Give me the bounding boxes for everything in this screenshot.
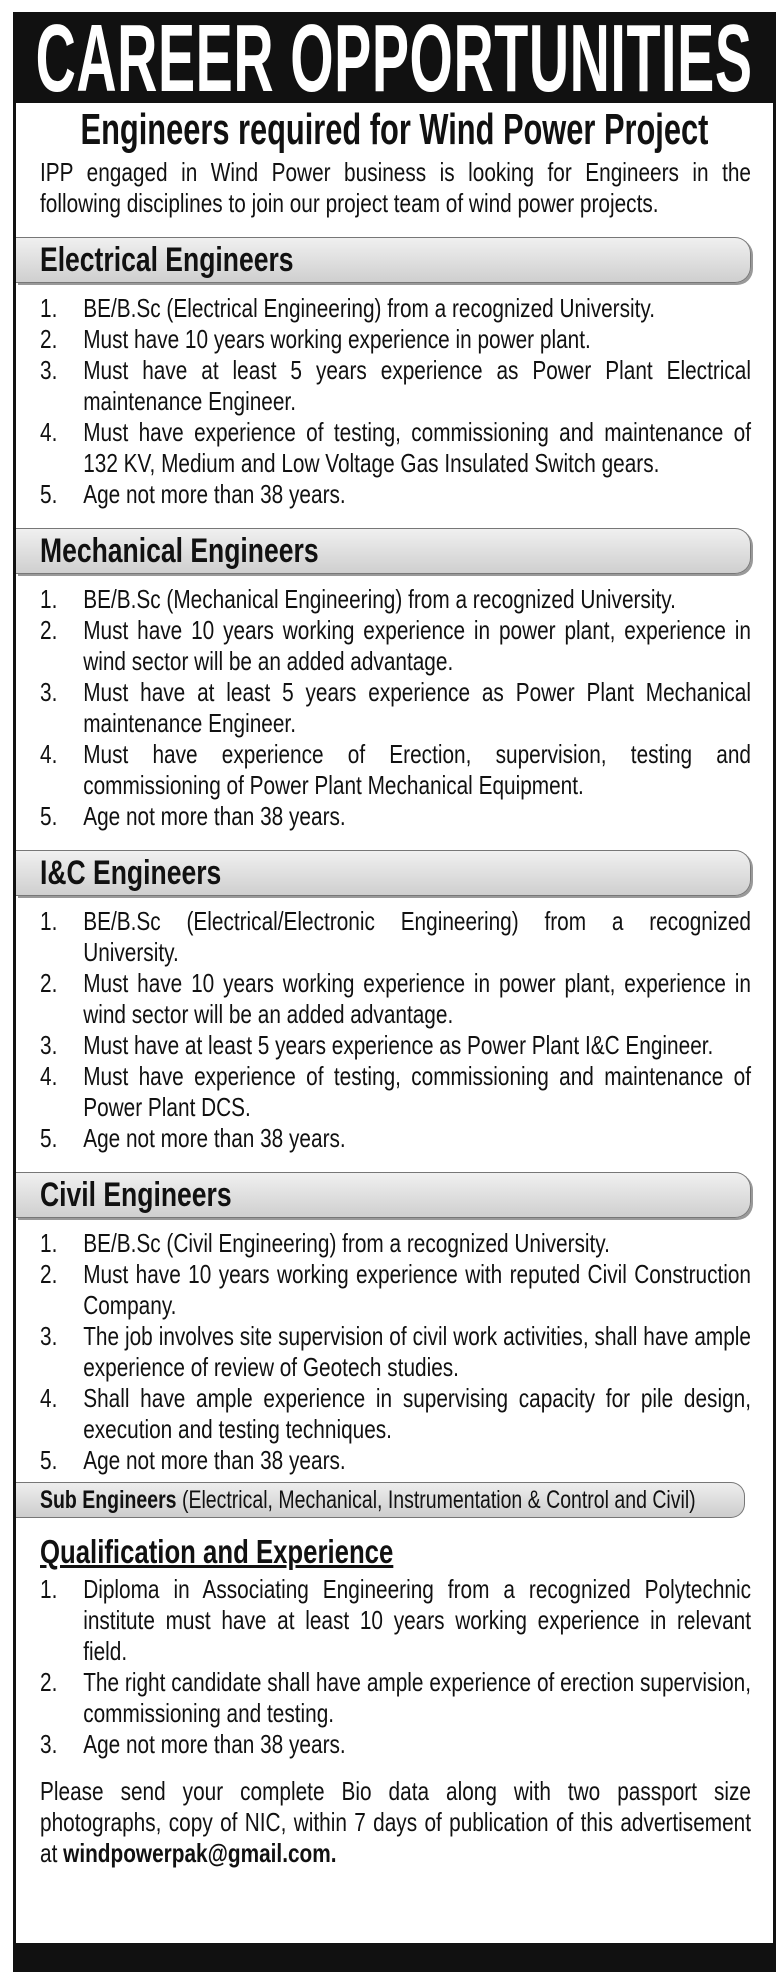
item-text: Must have 10 years working experience in power plant. bbox=[83, 324, 591, 354]
item-text: Age not more than 38 years. bbox=[83, 479, 346, 509]
list-item bbox=[40, 615, 751, 677]
item-text: BE/B.Sc (Electrical/Electronic Engineering) from a recognized University. bbox=[83, 906, 751, 967]
list-item bbox=[40, 677, 751, 739]
list-item bbox=[40, 355, 751, 417]
item-text: Must have 10 years working experience with reputed Civil Construction Company. bbox=[83, 1259, 751, 1320]
advertisement-frame bbox=[13, 12, 776, 1972]
section-header bbox=[16, 1172, 751, 1218]
item-number: 4. bbox=[40, 1061, 58, 1091]
item-number: 1. bbox=[40, 1228, 58, 1258]
qualification-list bbox=[40, 1574, 751, 1760]
list-item bbox=[40, 1228, 751, 1259]
section-heading: Electrical Engineers bbox=[40, 240, 294, 279]
qualification-heading: Qualification and Experience bbox=[40, 1533, 394, 1570]
subtitle-row bbox=[16, 103, 773, 157]
ad-body bbox=[16, 157, 773, 1869]
list-item bbox=[40, 739, 751, 801]
item-text: Must have experience of testing, commissioning and maintenance of Power Plant DCS. bbox=[83, 1061, 751, 1122]
item-number: 1. bbox=[40, 293, 58, 323]
item-number: 3. bbox=[40, 1729, 58, 1759]
item-text: Must have at least 5 years experience as Power Plant I&C Engineer. bbox=[83, 1030, 714, 1060]
item-number: 5. bbox=[40, 1123, 58, 1153]
section-heading: Civil Engineers bbox=[40, 1175, 232, 1214]
list-item bbox=[40, 1321, 751, 1383]
item-text: Must have 10 years working experience in power plant, experience in wind sector will be an added advantage. bbox=[83, 615, 751, 676]
list-item bbox=[40, 968, 751, 1030]
item-text: The right candidate shall have ample experience of erection supervision, commissioning and testing. bbox=[83, 1667, 751, 1728]
sub-engineers-detail: (Electrical, Mechanical, Instrumentation & Control and Civil) bbox=[181, 1485, 696, 1514]
item-number: 2. bbox=[40, 1259, 58, 1289]
item-text: Age not more than 38 years. bbox=[83, 1123, 346, 1153]
item-text: Must have at least 5 years experience as Power Plant Mechanical maintenance Engineer. bbox=[83, 677, 751, 738]
list-item bbox=[40, 479, 751, 510]
list-item bbox=[40, 1445, 751, 1476]
list-item bbox=[40, 293, 751, 324]
item-number: 5. bbox=[40, 479, 58, 509]
item-text: BE/B.Sc (Electrical Engineering) from a recognized University. bbox=[83, 293, 656, 323]
list-item bbox=[40, 906, 751, 968]
item-number: 3. bbox=[40, 1030, 58, 1060]
item-text: Shall have ample experience in supervising capacity for pile design, execution and testing techniques. bbox=[83, 1383, 751, 1444]
item-number: 1. bbox=[40, 1574, 58, 1604]
item-number: 4. bbox=[40, 417, 58, 447]
list-item bbox=[40, 1574, 751, 1667]
section-list bbox=[40, 584, 751, 832]
item-number: 4. bbox=[40, 1383, 58, 1413]
sub-engineers-label: Sub Engineers bbox=[40, 1485, 177, 1514]
section-heading: Mechanical Engineers bbox=[40, 531, 319, 570]
item-text: Must have experience of Erection, supervision, testing and commissioning of Power Plant Mechanical Equipment. bbox=[83, 739, 751, 800]
item-number: 5. bbox=[40, 801, 58, 831]
item-number: 3. bbox=[40, 677, 58, 707]
list-item bbox=[40, 1061, 751, 1123]
bottom-bar bbox=[16, 1943, 773, 1969]
item-number: 1. bbox=[40, 584, 58, 614]
item-text: Diploma in Associating Engineering from a recognized Polytechnic institute must have at least 10 years working experience in relevant field. bbox=[83, 1574, 751, 1666]
qualification-heading-row bbox=[40, 1530, 751, 1574]
section-heading: I&C Engineers bbox=[40, 853, 222, 892]
subtitle: Engineers required for Wind Power Project bbox=[80, 105, 709, 154]
section-header bbox=[16, 850, 751, 896]
item-number: 2. bbox=[40, 324, 58, 354]
item-text: Age not more than 38 years. bbox=[83, 1445, 346, 1475]
item-number: 4. bbox=[40, 739, 58, 769]
item-text: The job involves site supervision of civil work activities, shall have ample experience of review of Geotech studies. bbox=[83, 1321, 751, 1382]
list-item bbox=[40, 417, 751, 479]
list-item bbox=[40, 584, 751, 615]
list-item bbox=[40, 1383, 751, 1445]
item-number: 3. bbox=[40, 1321, 58, 1351]
page-title: CAREER OPPORTUNITIES bbox=[36, 15, 753, 103]
item-number: 1. bbox=[40, 906, 58, 936]
item-text: Age not more than 38 years. bbox=[83, 801, 346, 831]
list-item bbox=[40, 324, 751, 355]
item-text: Must have experience of testing, commissioning and maintenance of 132 KV, Medium and Low Voltage Gas Insulated Switch gears. bbox=[83, 417, 751, 478]
item-number: 5. bbox=[40, 1445, 58, 1475]
item-number: 2. bbox=[40, 968, 58, 998]
list-item bbox=[40, 1123, 751, 1154]
item-text: BE/B.Sc (Civil Engineering) from a recognized University. bbox=[83, 1228, 610, 1258]
list-item bbox=[40, 1667, 751, 1729]
section-header bbox=[16, 528, 751, 574]
item-text: Must have at least 5 years experience as Power Plant Electrical maintenance Engineer. bbox=[83, 355, 751, 416]
item-number: 2. bbox=[40, 1667, 58, 1697]
sub-engineers-banner bbox=[16, 1482, 745, 1518]
list-item bbox=[40, 1030, 751, 1061]
list-item bbox=[40, 1729, 751, 1760]
item-text: BE/B.Sc (Mechanical Engineering) from a recognized University. bbox=[83, 584, 676, 614]
item-text: Must have 10 years working experience in power plant, experience in wind sector will be an added advantage. bbox=[83, 968, 751, 1029]
list-item bbox=[40, 1259, 751, 1321]
item-number: 2. bbox=[40, 615, 58, 645]
section-header bbox=[16, 237, 751, 283]
intro-text: IPP engaged in Wind Power business is looking for Engineers in the following disciplines to join our project team of wind power projects. bbox=[40, 157, 751, 218]
item-text: Age not more than 38 years. bbox=[83, 1729, 346, 1759]
section-list bbox=[40, 293, 751, 510]
title-band bbox=[16, 15, 773, 103]
contact-email[interactable]: windpowerpak@gmail.com. bbox=[63, 1838, 337, 1868]
section-list bbox=[40, 1228, 751, 1476]
closing-text bbox=[40, 1776, 751, 1869]
closing-body: Please send your complete Bio data along with two passport size photographs, copy of NIC, within 7 days of publication of this advertisement at bbox=[40, 1776, 751, 1868]
section-list bbox=[40, 906, 751, 1154]
sections bbox=[40, 237, 751, 1476]
list-item bbox=[40, 801, 751, 832]
item-number: 3. bbox=[40, 355, 58, 385]
